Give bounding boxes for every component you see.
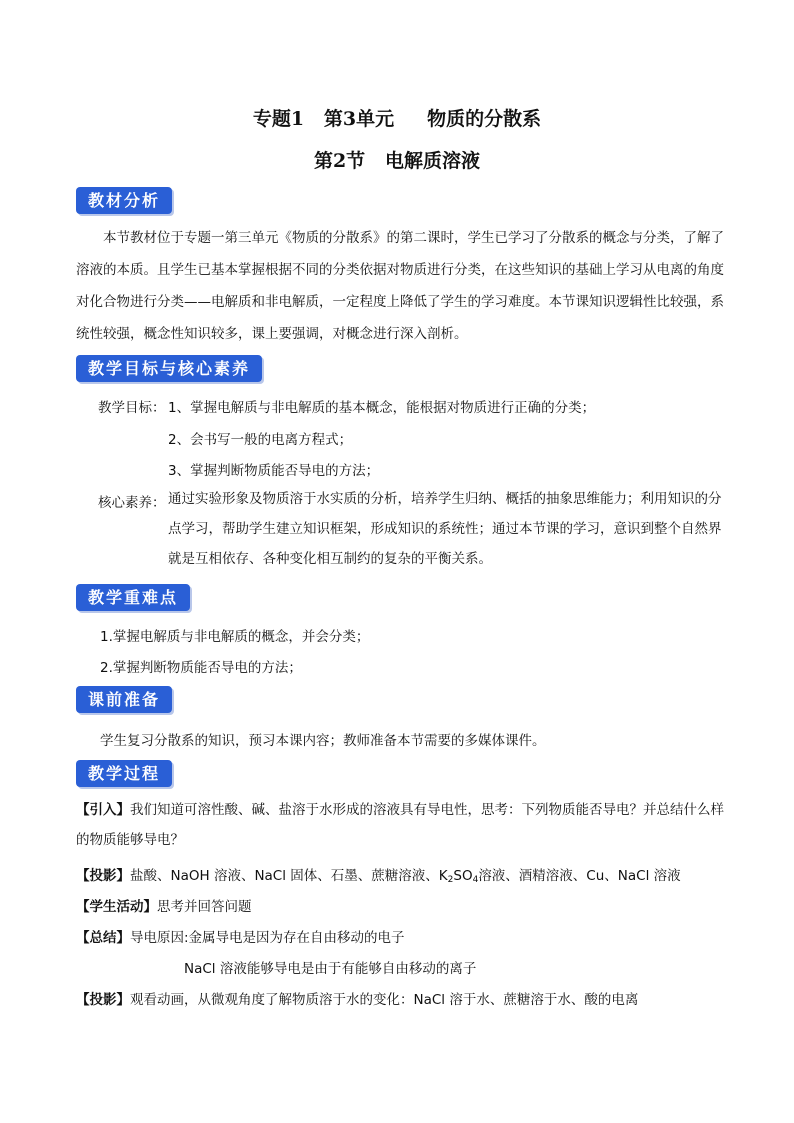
activity-text: 思考并回答问题 xyxy=(157,899,252,915)
projection2-text: 观看动画，从微观角度了解物质溶于水的变化：NaCl 溶于水、蔗糖溶于水、酸的电离 xyxy=(130,992,639,1008)
core-text: 通过实验形象及物质溶于水实质的分析，培养学生归纳、概括的抽象思维能力；利用知识的分点学习，帮助学生建立知识框架，形成知识的系统性；通过本节课的学习，意识到整个自然界就是互相依存、各种变化相互制约的复杂的平衡关系。 xyxy=(168,491,722,567)
projection-text-a: 盐酸、NaOH 溶液、NaCl 固体、石墨、蔗糖溶液、K xyxy=(130,868,448,884)
core-prefix: 核心素养： xyxy=(98,495,166,511)
projection2-tag: 【投影】 xyxy=(76,992,130,1008)
goal-item: 3、掌握判断物质能否导电的方法； xyxy=(168,463,380,479)
section-badge-goals: 教学目标与核心素养 xyxy=(76,355,262,382)
analysis-paragraph: 本节教材位于专题一第三单元《物质的分散系》的第二课时，学生已学习了分散系的概念与分类，了解了溶液的本质。且学生已基本掌握根据不同的分类依据对物质进行分类，在这些知识的基础上学习从电离的角度对化合物进行分类——电解质和非电解质，一定程度上降低了学生的学习难度。本节课知识逻辑性比较强，系统性较强，概念性知识较多，课上要强调，对概念进行深入剖析。 xyxy=(76,230,724,342)
section-badge-key-points: 教学重难点 xyxy=(76,584,190,611)
document-title: 专题1 第3单元 物质的分散系 xyxy=(252,108,542,130)
document-subtitle: 第2节 电解质溶液 xyxy=(313,150,481,172)
goal-item: 2、会书写一般的电离方程式； xyxy=(168,432,353,448)
activity-tag: 【学生活动】 xyxy=(76,899,157,915)
projection-tag: 【投影】 xyxy=(76,868,130,884)
intro-block xyxy=(76,795,726,855)
activity-line xyxy=(76,895,252,915)
intro-tag: 【引入】 xyxy=(76,802,130,818)
section-badge-preparation: 课前准备 xyxy=(76,686,172,713)
projection-text-b: SO xyxy=(453,868,473,884)
section-badge-process: 教学过程 xyxy=(76,760,172,787)
summary-text-2: NaCl 溶液能够导电是由于有能够自由移动的离子 xyxy=(184,961,477,977)
goals-prefix: 教学目标： xyxy=(98,400,166,416)
key-point-item: 1.掌握电解质与非电解质的概念，并会分类； xyxy=(100,629,370,645)
section-badge-analysis: 教材分析 xyxy=(76,187,172,214)
goal-item: 1、掌握电解质与非电解质的基本概念，能根据对物质进行正确的分类； xyxy=(168,400,596,416)
projection-line xyxy=(76,864,681,885)
key-point-item: 2.掌握判断物质能否导电的方法； xyxy=(100,660,302,676)
projection2-line xyxy=(76,988,638,1008)
projection-sub-1: 2 xyxy=(447,875,454,885)
summary-text: 导电原因:金属导电是因为存在自由移动的电子 xyxy=(130,930,405,946)
intro-text: 我们知道可溶性酸、碱、盐溶于水形成的溶液具有导电性，思考：下列物质能否导电？并总结什么样的物质能够导电？ xyxy=(76,802,724,848)
preparation-text: 学生复习分散系的知识，预习本课内容；教师准备本节需要的多媒体课件。 xyxy=(100,733,546,749)
summary-tag: 【总结】 xyxy=(76,930,130,946)
projection-text-c: 溶液、酒精溶液、Cu、NaCl 溶液 xyxy=(478,868,681,884)
summary-line xyxy=(76,926,405,946)
projection-sub-2: 4 xyxy=(472,875,479,885)
